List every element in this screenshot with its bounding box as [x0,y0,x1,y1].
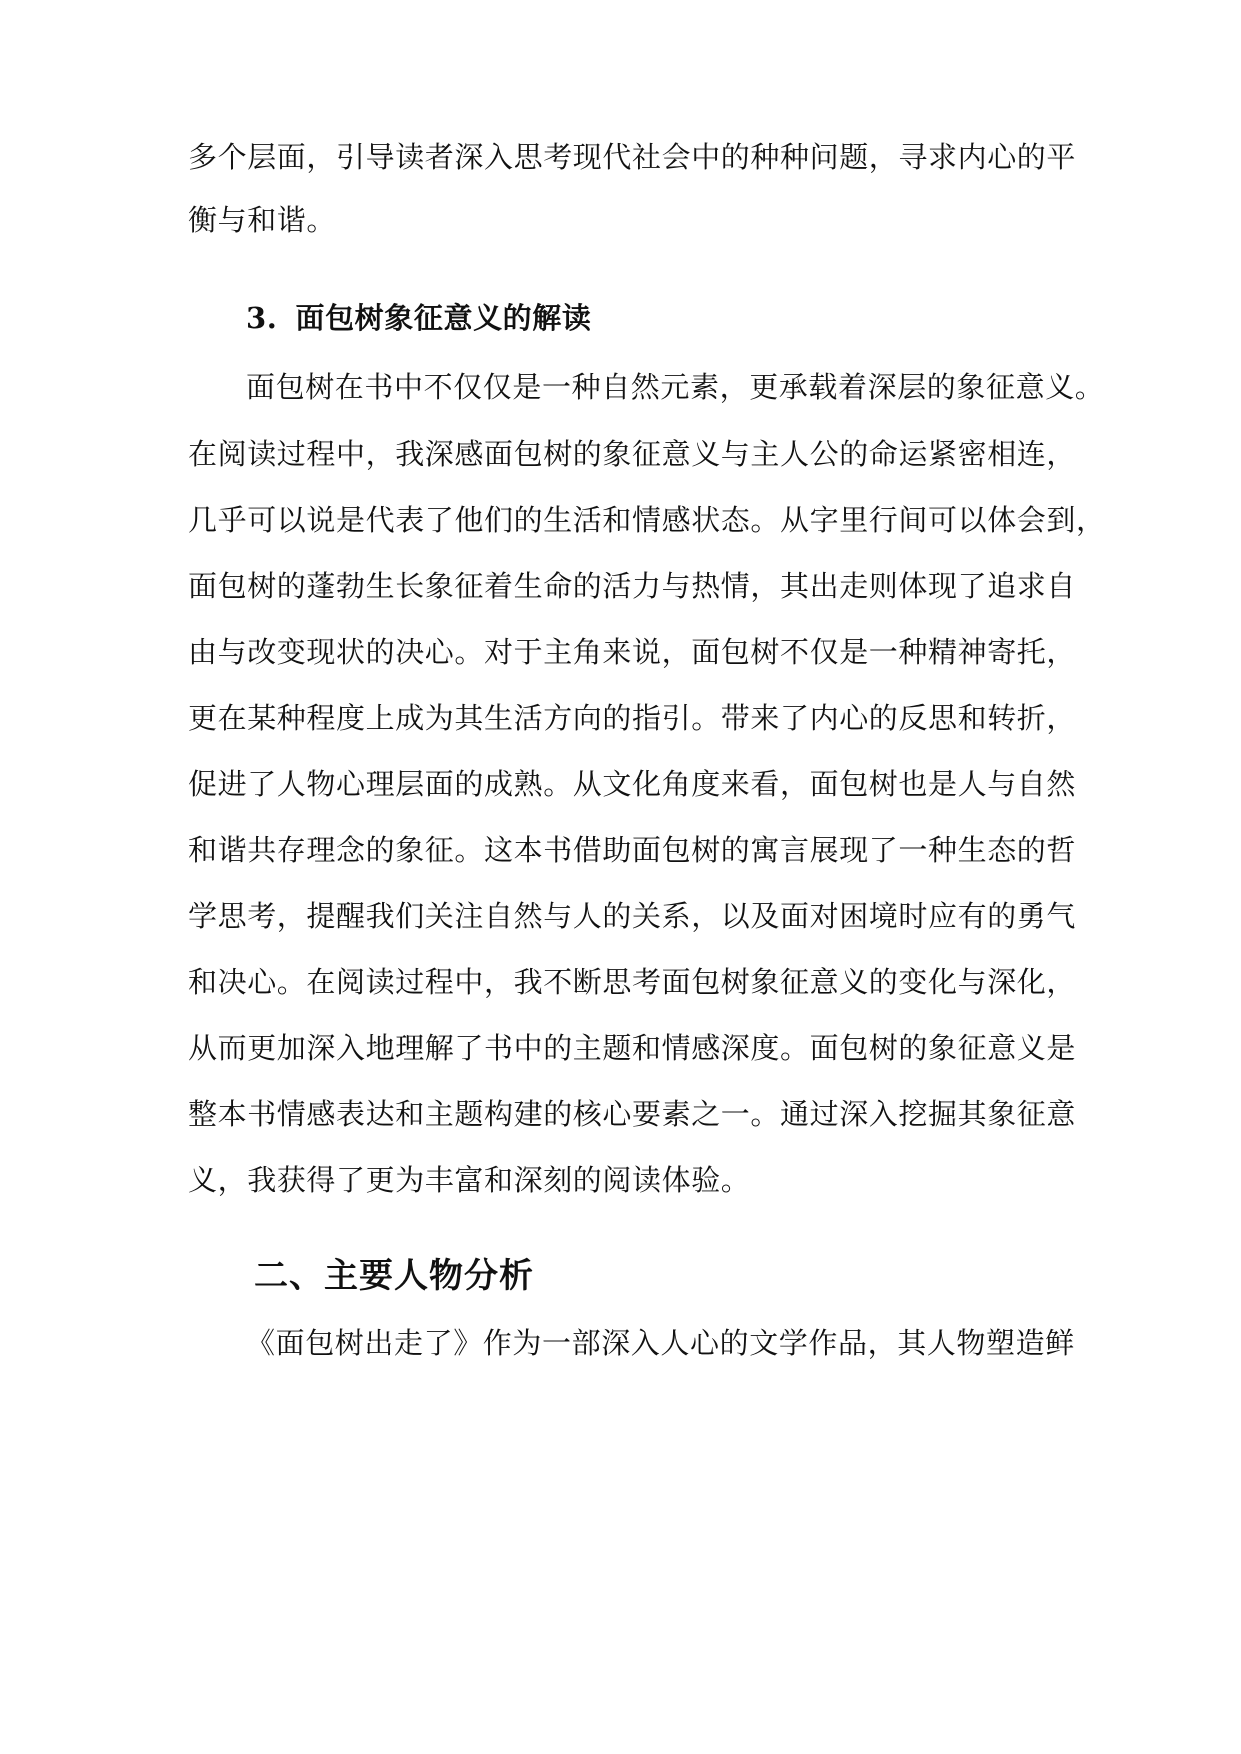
body-text-line: 衡与和谐。 [188,203,337,237]
body-text-line: 更在某种程度上成为其生活方向的指引。带来了内心的反思和转折， [188,701,1077,735]
chapter-heading: 二、主要人物分析 [254,1256,534,1296]
body-text-line: 和谐共存理念的象征。这本书借助面包树的寓言展现了一种生态的哲 [188,833,1077,867]
body-text-line: 义，我获得了更为丰富和深刻的阅读体验。 [188,1163,751,1197]
body-text-line: 由与改变现状的决心。对于主角来说，面包树不仅是一种精神寄托， [188,635,1077,669]
body-text-line: 几乎可以说是代表了他们的生活和情感状态。从字里行间可以体会到， [188,503,1106,537]
body-text-line: 面包树在书中不仅仅是一种自然元素，更承载着深层的象征意义。 [246,370,1105,404]
body-text-line: 《面包树出走了》作为一部深入人心的文学作品，其人物塑造鲜 [246,1326,1075,1360]
section-number: 3. [246,301,278,335]
section-heading-3 [246,298,592,338]
body-text-line: 和决心。在阅读过程中，我不断思考面包树象征意义的变化与深化， [188,965,1077,999]
body-text-line: 促进了人物心理层面的成熟。从文化角度来看，面包树也是人与自然 [188,767,1077,801]
body-text-line: 面包树的蓬勃生长象征着生命的活力与热情，其出走则体现了追求自 [188,569,1077,603]
body-text-line: 多个层面，引导读者深入思考现代社会中的种种问题，寻求内心的平 [188,140,1077,174]
body-text-line: 在阅读过程中，我深感面包树的象征意义与主人公的命运紧密相连， [188,437,1077,471]
section-title: 面包树象征意义的解读 [295,301,592,335]
body-text-line: 从而更加深入地理解了书中的主题和情感深度。面包树的象征意义是 [188,1031,1077,1065]
body-text-line: 整本书情感表达和主题构建的核心要素之一。通过深入挖掘其象征意 [188,1097,1077,1131]
body-text-line: 学思考，提醒我们关注自然与人的关系，以及面对困境时应有的勇气 [188,899,1077,933]
